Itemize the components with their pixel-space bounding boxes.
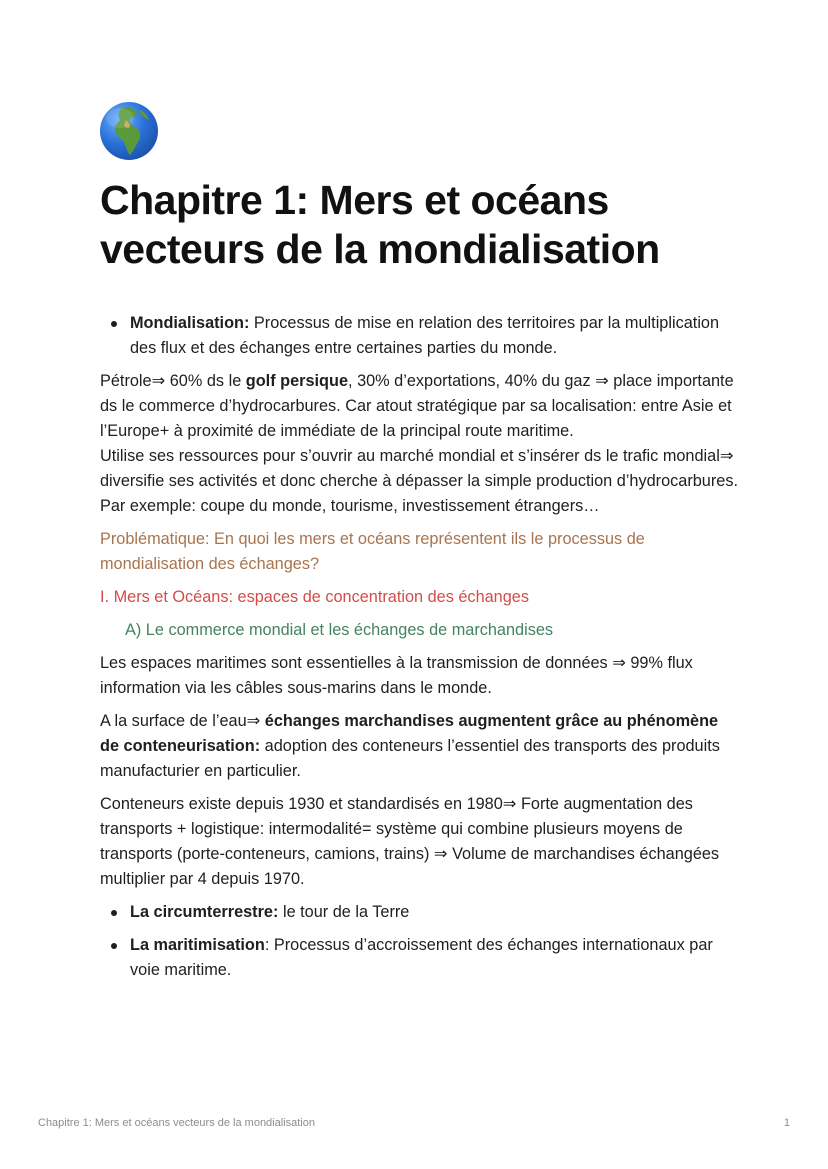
document-body bbox=[100, 311, 740, 991]
paragraph-ressources: Utilise ses ressources pour s’ouvrir au marché mondial et s’insérer ds le trafic mondial⇒ diversifie ses activités et donc cherche à dépasser la simple production d’hydrocarbures. Par exemple: coupe du monde, tourisme, investissement étrangers… bbox=[100, 447, 739, 515]
list-item-circumterrestre bbox=[100, 900, 740, 925]
list-item-mondialisation bbox=[100, 311, 740, 361]
definition-maritimisation: : Processus d’accroissement des échanges internationaux par voie maritime. bbox=[130, 936, 713, 979]
page-number: 1 bbox=[783, 1117, 790, 1129]
paragraph-text: A la surface de l’eau⇒ bbox=[100, 712, 265, 730]
bold-text: échanges marchandises augmentent grâce au phénomène de conteneurisation: bbox=[100, 712, 719, 755]
footer-title: Chapitre 1: Mers et océans vecteurs de la mondialisation bbox=[38, 1117, 315, 1129]
paragraph-text: adoption des conteneurs l’essentiel des transports des produits manufacturier en particulier. bbox=[100, 737, 720, 780]
term-circumterrestre: La circumterrestre: bbox=[130, 903, 279, 921]
definition-circumterrestre: le tour de la Terre bbox=[278, 903, 410, 921]
paragraph-petrole bbox=[100, 369, 740, 444]
problematique: Problématique: En quoi les mers et océans représentent ils le processus de mondialisation des échanges? bbox=[100, 530, 645, 573]
definition-mondialisation: Processus de mise en relation des territoires par la multiplication des flux et des échanges entre certaines parties du monde. bbox=[130, 314, 720, 357]
term-maritimisation: La maritimisation bbox=[130, 936, 265, 954]
paragraph-surface-eau bbox=[100, 709, 740, 784]
page-title: Chapitre 1: Mers et océans vecteurs de la mondialisation bbox=[100, 177, 660, 272]
heading-section-1: I. Mers et Océans: espaces de concentration des échanges bbox=[100, 588, 529, 606]
term-mondialisation: Mondialisation: bbox=[130, 314, 250, 332]
heading-subsection-a: A) Le commerce mondial et les échanges de marchandises bbox=[125, 621, 554, 639]
paragraph-text: , 30% d’exportations, 40% du gaz ⇒ place importante ds le commerce d’hydrocarbures. Car atout stratégique par sa localisation: entre Asie et l’Europe+ à proximité de immédiate de la principal route maritime. bbox=[100, 372, 734, 440]
paragraph-text: Pétrole⇒ 60% ds le bbox=[100, 372, 246, 390]
list-item-maritimisation bbox=[100, 933, 740, 983]
earth-globe-icon bbox=[100, 102, 158, 160]
bold-text: golf persique bbox=[245, 372, 349, 390]
paragraph-conteneurs: Conteneurs existe depuis 1930 et standardisés en 1980⇒ Forte augmentation des transports + logistique: intermodalité= système qui combine plusieurs moyens de transports (porte-conteneurs, camions, trains) ⇒ Volume de marchandises échangées multiplier par 4 depuis 1970. bbox=[100, 795, 720, 888]
paragraph-espaces-maritimes: Les espaces maritimes sont essentielles à la transmission de données ⇒ 99% flux information via les câbles sous-marins dans le monde. bbox=[100, 654, 693, 697]
